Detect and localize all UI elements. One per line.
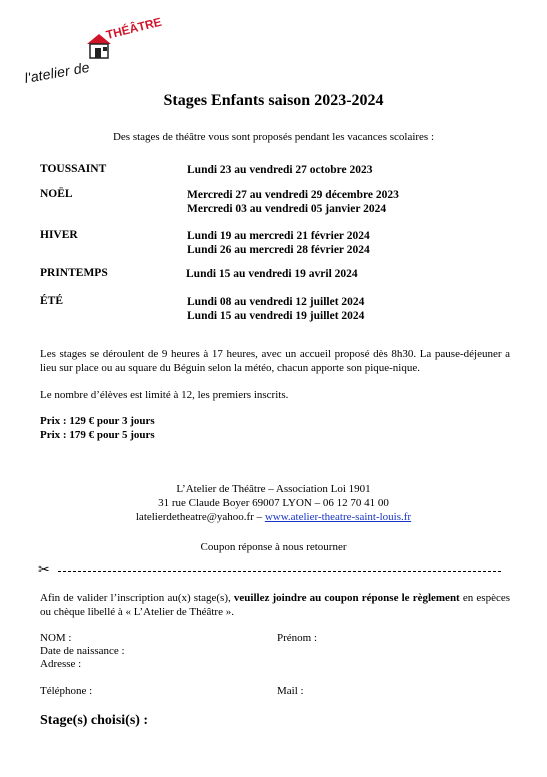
logo-text: l'atelier de — [23, 58, 91, 86]
website-link[interactable]: www.atelier-theatre-saint-louis.fr — [264, 511, 412, 523]
schedule-text: Les stages se déroulent de 9 heures à 17 heures, avec un accueil proposé dès 8h30. La pause-déjeuner a lieu sur place ou au square du Béguin selon la météo, chacun apporte son pique-nique. — [40, 348, 510, 374]
period-dates-toussaint — [187, 163, 373, 177]
contact-email[interactable]: latelierdetheatre@yahoo.fr — [135, 511, 254, 523]
period-label-noel: NOËL — [40, 188, 73, 200]
period-date: Mercredi 27 au vendredi 29 décembre 2023 — [187, 189, 399, 201]
contact-address: 31 rue Claude Boyer 69007 LYON – 06 12 70 41 00 — [158, 497, 389, 509]
logo-brand: THÉÂTRE — [104, 14, 163, 42]
period-label-toussaint: TOUSSAINT — [40, 163, 107, 175]
period-dates-printemps — [186, 267, 358, 281]
field-adresse: Adresse : — [40, 658, 82, 670]
price-5-days: Prix : 179 € pour 5 jours — [40, 429, 155, 441]
period-date: Lundi 08 au vendredi 12 juillet 2024 — [187, 296, 365, 308]
period-label-hiver: HIVER — [40, 229, 78, 241]
coupon-label: Coupon réponse à nous retourner — [200, 541, 347, 553]
contact-separator: – — [253, 511, 265, 523]
stage-choice-label: Stage(s) choisi(s) : — [40, 713, 149, 728]
scissors-icon: ✂ — [38, 563, 50, 578]
period-date: Lundi 19 au mercredi 21 février 2024 — [187, 230, 370, 242]
field-nom: NOM : — [40, 632, 72, 644]
logo — [0, 0, 180, 95]
period-date: Lundi 15 au vendredi 19 avril 2024 — [186, 268, 358, 280]
field-prenom: Prénom : — [277, 632, 318, 644]
validation-text: Afin de valider l’inscription au(x) stage(s), veuillez joindre au coupon réponse le règlement en espèces ou chèque libellé à « L’Atelier de Théâtre ». — [40, 592, 511, 618]
period-dates-hiver — [187, 229, 370, 257]
period-dates-ete — [187, 295, 364, 323]
limit-text: Le nombre d’élèves est limité à 12, les premiers inscrits. — [40, 389, 289, 401]
field-naissance: Date de naissance : — [40, 645, 125, 657]
period-date: Lundi 26 au mercredi 28 février 2024 — [187, 244, 370, 256]
period-date: Lundi 23 au vendredi 27 octobre 2023 — [187, 164, 373, 176]
field-mail: Mail : — [277, 685, 304, 697]
period-date: Mercredi 03 au vendredi 05 janvier 2024 — [187, 203, 387, 215]
validation-bold: veuillez joindre au coupon réponse le règlement — [233, 592, 460, 604]
cut-line — [58, 571, 501, 572]
period-label-ete: ÉTÉ — [40, 295, 64, 307]
period-dates-noel — [187, 188, 399, 216]
contact-web-line — [0, 510, 547, 524]
field-telephone: Téléphone : — [40, 685, 93, 697]
page-title: Stages Enfants saison 2023-2024 — [163, 92, 384, 109]
period-date: Lundi 15 au vendredi 19 juillet 2024 — [187, 310, 365, 322]
contact-association: L’Atelier de Théâtre – Association Loi 1901 — [176, 483, 371, 495]
period-label-printemps: PRINTEMPS — [40, 267, 108, 279]
intro-text: Des stages de théâtre vous sont proposés pendant les vacances scolaires : — [112, 131, 435, 143]
price-3-days: Prix : 129 € pour 3 jours — [40, 415, 155, 427]
